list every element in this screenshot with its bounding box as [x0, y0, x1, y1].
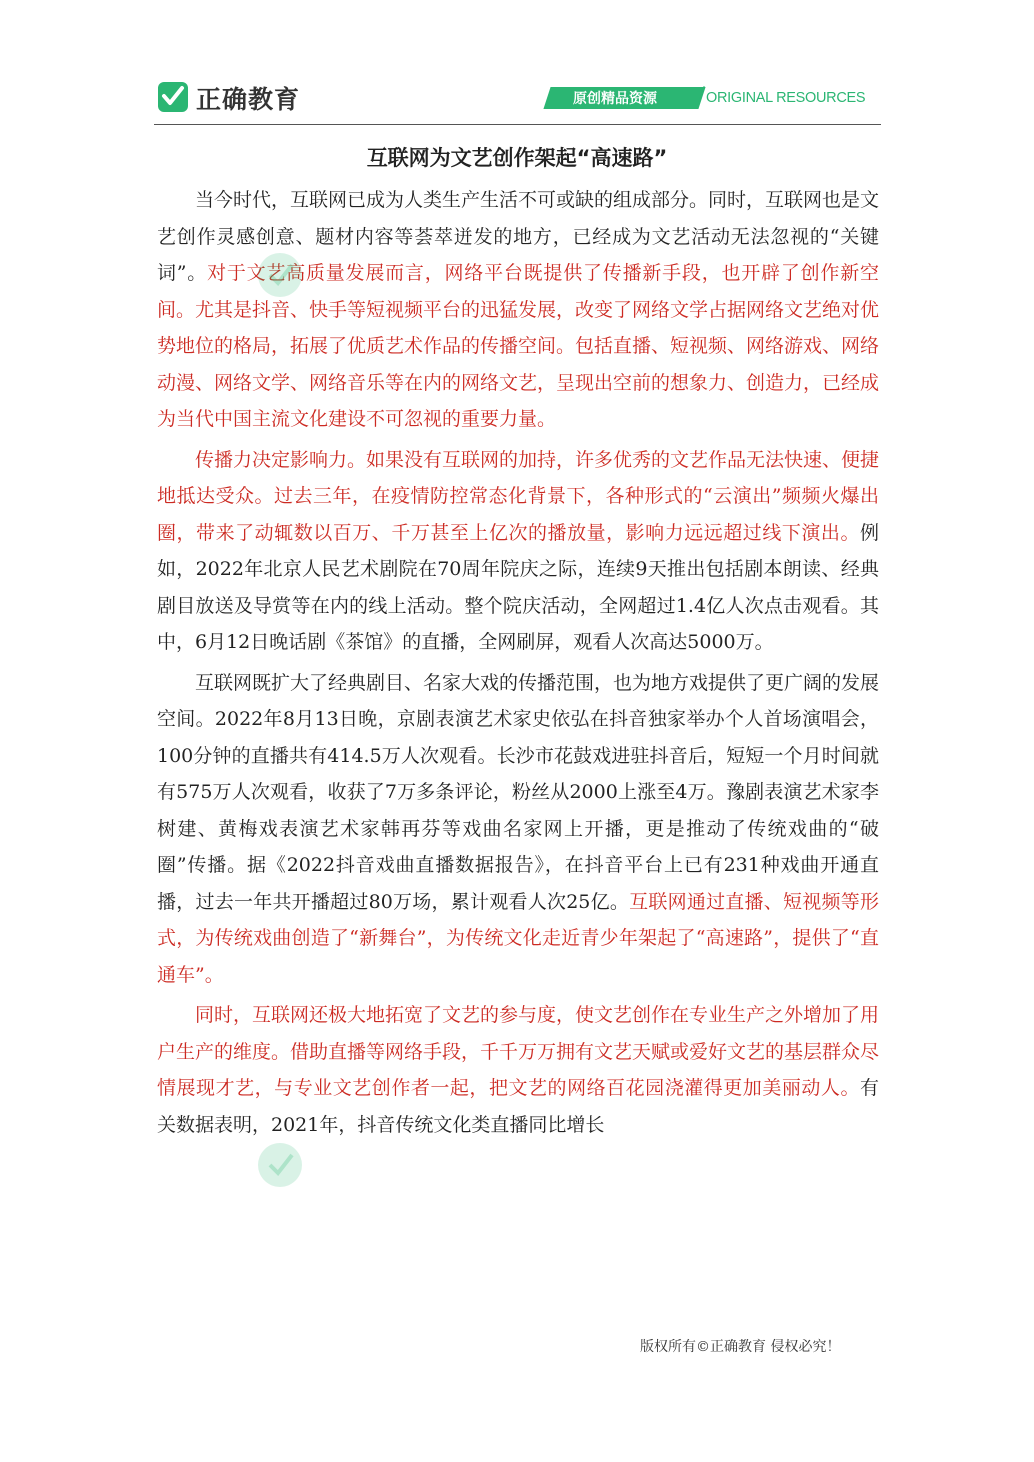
page-header: [154, 78, 881, 125]
banner-label-cn: 原创精品资源: [573, 91, 657, 107]
paragraph-1-highlight: 对于文艺高质量发展而言，网络平台既提供了传播新手段，也开辟了创作新空间。尤其是抖音、快手等短视频平台的迅猛发展，改变了网络文学占据网络文艺绝对优势地位的格局，拓展了优质艺术作品的传播空间。包括直播、短视频、网络游戏、网络动漫、网络文学、网络音乐等在内的网络文艺，呈现出空前的想象力、创造力，已经成为当代中国主流文化建设不可忽视的重要力量。: [157, 262, 880, 430]
paragraph-4-highlight: 同时，互联网还极大地拓宽了文艺的参与度，使文艺创作在专业生产之外增加了用户生产的维度。借助直播等网络手段，千千万万拥有文艺天赋或爱好文艺的基层群众尽情展现才艺，与专业文艺创作者一起，把文艺的网络百花园浇灌得更加美丽动人。: [157, 1004, 880, 1099]
banner-label-en: ORIGINAL RESOURCES: [706, 90, 866, 106]
article-title: 互联网为文艺创作架起“高速路”: [366, 146, 668, 170]
brand-name: 正确教育: [196, 85, 301, 114]
paragraph-4-text: 有关数据表明，2021年，抖音传统文化类直播同比增长: [157, 1077, 879, 1136]
paragraph-3: [157, 665, 879, 994]
paragraph-3-text: 互联网既扩大了经典剧目、名家大戏的传播范围，也为地方戏提供了更广阔的发展空间。2022年8月13日晚，京剧表演艺术家史依弘在抖音独家举办个人首场演唱会，100分钟的直播共有414.5万人次观看。长沙市花鼓戏进驻抖音后，短短一个月时间就有575万人次观看，收获了7万多条评论，粉丝从2000上涨至4万。豫剧表演艺术家李树建、黄梅戏表演艺术家韩再芬等戏曲名家网上开播，更是推动了传统戏曲的“破圈”传播。据《2022抖音戏曲直播数据报告》，在抖音平台上已有231种戏曲开通直播，过去一年共开播超过80万场，累计观看人次25亿。: [157, 671, 880, 913]
copyright-footer: 版权所有©正确教育 侵权必究！: [640, 1339, 841, 1355]
paragraph-4: [157, 997, 879, 1143]
check-logo-icon: [158, 82, 188, 112]
paragraph-2-text: 例如，2022年北京人民艺术剧院在70周年院庆之际，连续9天推出包括剧本朗读、经典剧目放送及导赏等在内的线上活动。整个院庆活动，全网超过1.4亿人次点击观看。其中，6月12日晚话剧《茶馆》的直播，全网刷屏，观看人次高达5000万。: [157, 521, 879, 653]
paragraph-2-highlight: 传播力决定影响力。如果没有互联网的加持，许多优秀的文艺作品无法快速、便捷地抵达受众。过去三年，在疫情防控常态化背景下，各种形式的“云演出”频频火爆出圈，带来了动辄数以百万、千万甚至上亿次的播放量，影响力远远超过线下演出。: [157, 448, 880, 544]
paragraph-1: [157, 182, 879, 438]
article-body: [157, 182, 879, 1147]
paragraph-2: [157, 442, 879, 661]
paragraph-3-highlight: 互联网通过直播、短视频等形式，为传统戏曲创造了“新舞台”，为传统文化走近青少年架起了“高速路”，提供了“直通车”。: [157, 890, 879, 986]
banner-divider: /: [697, 82, 706, 110]
paragraph-1-text: 当今时代，互联网已成为人类生产生活不可或缺的组成部分。同时，互联网也是文艺创作灵感创意、题材内容等荟萃迸发的地方，已经成为文艺活动无法忽视的“关键词”。: [157, 189, 880, 284]
